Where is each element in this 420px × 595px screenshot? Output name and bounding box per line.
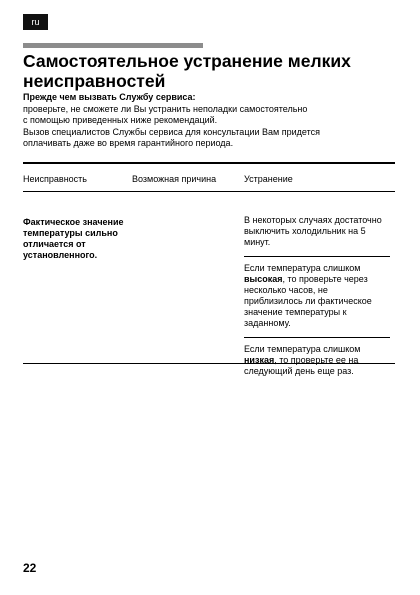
remedy-divider [244,337,390,338]
language-tag: ru [23,14,48,30]
fault-cell: Фактическое значение температуры сильно отличается от установленного. [23,216,124,260]
remedy-item: Если температура слишком высокая, то проверьте через несколько часов, не приблизилось ли фактическое значение температуры к заданному. [244,262,372,328]
table-header [23,164,395,191]
intro-line: Вызов специалистов Службы сервиса для консультации Вам придется [23,126,320,137]
intro-text [23,92,403,150]
header-remedy: Устранение [244,173,293,184]
header-cause: Возможная причина [132,173,217,184]
page-number: 22 [23,561,37,575]
remedy-item: В некоторых случаях достаточно выключить холодильник на 5 минут. [244,214,382,247]
remedy-divider [244,256,390,257]
intro-lead: Прежде чем вызвать Службу сервиса: [23,92,196,102]
table-row [23,192,395,376]
troubleshooting-table [23,162,395,376]
intro-line: оплачивать даже во время гарантийного периода. [23,138,234,148]
title-rule [23,43,203,48]
remedy-item: Если температура слишком низкая, то проверьте ее на следующий день еще раз. [244,343,361,376]
page-title: Самостоятельное устранение мелких неисправностей [23,51,351,91]
header-fault: Неисправность [23,173,87,184]
remedy-cell [244,215,384,385]
intro-line: проверьте, не сможете ли Вы устранить неполадки самостоятельно [23,103,308,114]
intro-line: с помощью приведенных ниже рекомендаций. [23,115,218,125]
